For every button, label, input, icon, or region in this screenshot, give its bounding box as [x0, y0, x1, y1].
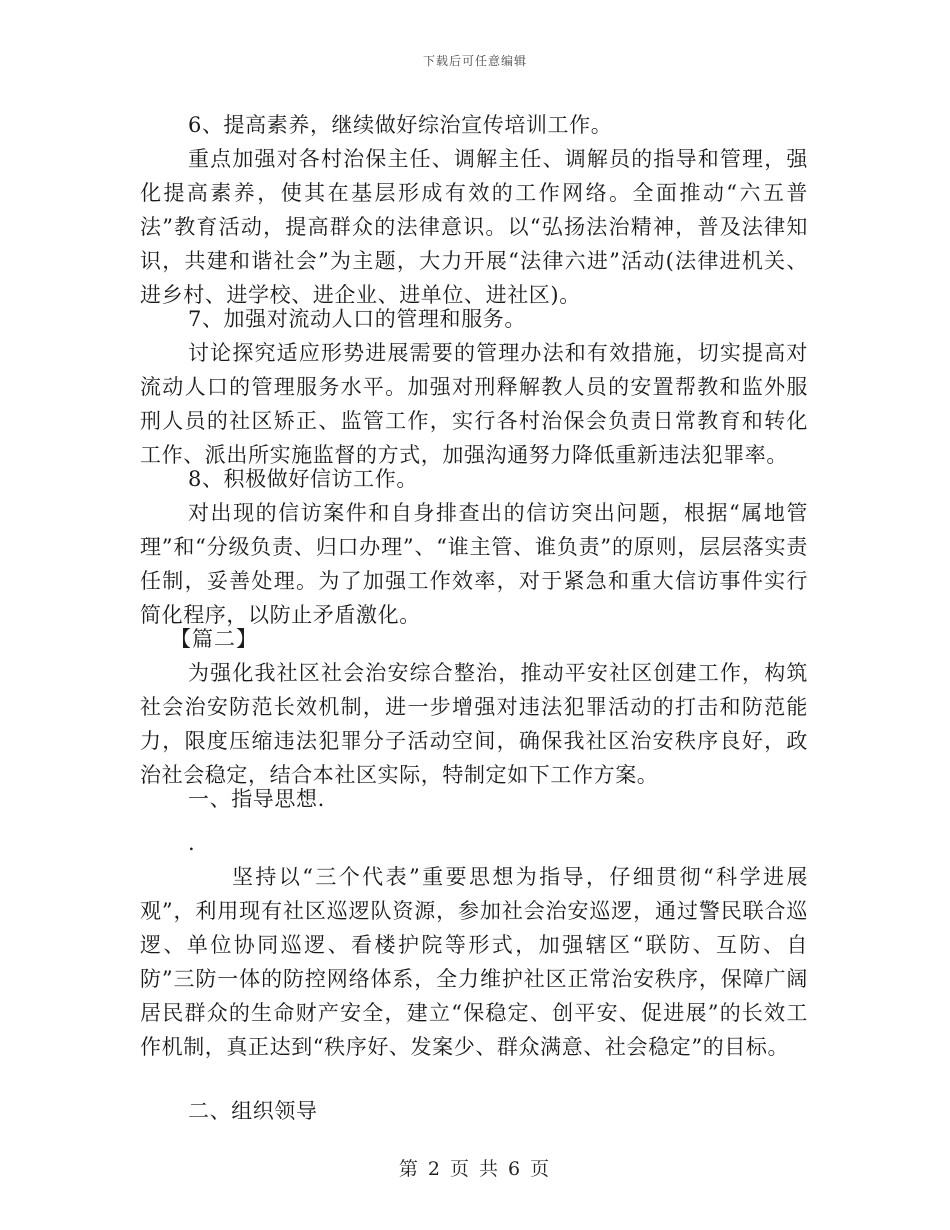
- item6-body: 重点加强对各村治保主任、调解主任、调解员的指导和管理，强化提高素养，使其在基层形成有效的工作网络。全面推动“六五普法”教育活动，提高群众的法律意识。以“弘扬法治精神，普及法律知识，共建和谐社会”为主题，大力开展“法律六进”活动(法律进机关、进乡村、进学校、进企业、进单位、进社区)。: [140, 147, 808, 307]
- part1-body: 坚持以“三个代表”重要思想为指导，仔细贯彻“科学进展观”，利用现有社区巡逻队资源，参加社会治安巡逻，通过警民联合巡逻、单位协同巡逻、看楼护院等形式，加强辖区“联防、互防、自防”三防一体的防控网络体系，全力维护社区正常治安秩序，保障广阔居民群众的生命财产安全，建立“保稳定、创平安、促进展”的长效工作机制，真正达到“秩序好、发案少、群众满意、社会稳定”的目标。: [140, 865, 808, 1059]
- part2-title: 二、组织领导: [188, 1099, 318, 1123]
- section2-intro: 为强化我社区社会治安综合整治，推动平安社区创建工作，构筑社会治安防范长效机制，进一步增强对违法犯罪活动的打击和防范能力，限度压缩违法犯罪分子活动空间，确保我社区治安秩序良好，政治社会稳定，结合本社区实际，特制定如下工作方案。: [140, 661, 808, 787]
- section2-title: 【篇二】: [170, 627, 258, 651]
- part1-dot: .: [188, 831, 195, 855]
- page-header: 下载后可任意编辑: [422, 54, 527, 68]
- item7-body: 讨论探究适应形势进展需要的管理办法和有效措施，切实提高对流动人口的管理服务水平。加强对刑释解教人员的安置帮教和监外服刑人员的社区矫正、监管工作，实行各村治保会负责日常教育和转化工作、派出所实施监督的方式，加强沟通努力降低重新违法犯罪率。: [140, 341, 808, 467]
- item8-title: 8、积极做好信访工作。: [188, 467, 418, 491]
- page-footer: 第 2 页 共 6 页: [398, 1158, 552, 1180]
- item7-title: 7、加强对流动人口的管理和服务。: [188, 307, 526, 331]
- item8-body: 对出现的信访案件和自身排查出的信访突出问题，根据“属地管理”和“分级负责、归口办理”、“谁主管、谁负责”的原则，层层落实责任制，妥善处理。为了加强工作效率，对于紧急和重大信访事件实行简化程序，以防止矛盾激化。: [140, 501, 808, 627]
- item6-title: 6、提高素养，继续做好综治宣传培训工作。: [188, 113, 613, 137]
- part1-title: 一、指导思想.: [188, 787, 325, 811]
